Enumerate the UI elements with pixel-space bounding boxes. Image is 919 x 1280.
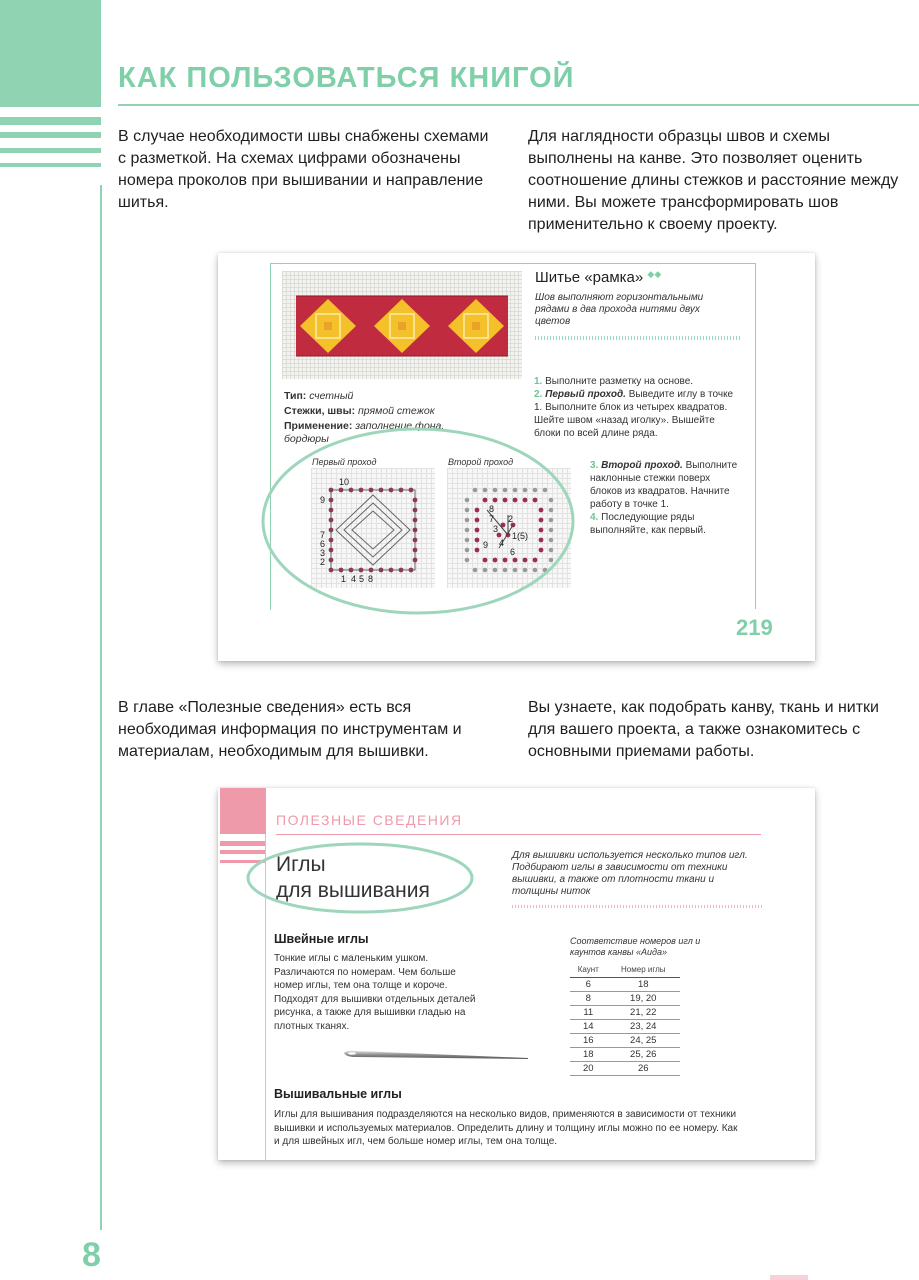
margin-rule bbox=[100, 185, 102, 1230]
type-line: Тип: счетный bbox=[284, 390, 354, 402]
page-heading: Иглы для вышивания bbox=[276, 853, 430, 902]
chapter-label: ПОЛЕЗНЫЕ СВЕДЕНИЯ bbox=[276, 812, 463, 828]
table-header: Номер иглы bbox=[607, 962, 680, 978]
sample-page-info bbox=[218, 788, 815, 1160]
d2-label: 9 bbox=[483, 540, 489, 550]
d1-label-bottom: 1 bbox=[341, 574, 347, 584]
d1-label-bottom: 4 bbox=[351, 574, 357, 584]
intro-text: Для вышивки используется несколько типов игл. Подбирают иглы в зависимости от техники вышивки, а также от плотности ткани и толщины ниток bbox=[512, 850, 748, 897]
d2-label: 4 bbox=[499, 538, 505, 548]
diagram2-label: Второй проход bbox=[448, 457, 514, 467]
stripe bbox=[0, 132, 101, 138]
d2-label: 6 bbox=[510, 547, 516, 557]
d1-label-top: 10 bbox=[339, 477, 350, 487]
d2-label: 8 bbox=[489, 504, 495, 514]
table-row: 20 26 bbox=[570, 1062, 680, 1076]
d2-label: 7 bbox=[489, 514, 495, 524]
sample-page-number: 219 bbox=[736, 615, 773, 640]
corner-block bbox=[0, 0, 101, 107]
steps-block: 1. Выполните разметку на основе. 2. Первый проход. Выведите иглу в точке 1. Выполните блок из четырех квадратов. Шейте швом «назад иголку». Вышейте блоки по всей длине ряда. bbox=[534, 376, 734, 439]
d1-label-left: 2 bbox=[320, 557, 326, 567]
sample-page-219 bbox=[218, 253, 815, 661]
highlight-ellipse bbox=[242, 838, 478, 918]
sample-heading: Шитье «рамка» ◆◆ bbox=[535, 269, 662, 286]
d1-label-bottom: 5 bbox=[359, 574, 365, 584]
application-line: Применение: заполнение фона, бордюры bbox=[284, 420, 445, 445]
d1-label-left: 6 bbox=[320, 539, 326, 549]
page-number: 8 bbox=[82, 1236, 101, 1274]
d1-label-left: 9 bbox=[320, 495, 326, 505]
intro-paragraph-2: Для наглядности образцы швов и схемы выполнены на канве. Это позволяет оценить соотношение длины стежков и расстояние между ними. Вы можете трансформировать шов применительно к своему проекту. bbox=[528, 128, 899, 233]
section1-title: Швейные иглы bbox=[274, 932, 369, 946]
d1-label-left: 3 bbox=[320, 548, 326, 558]
chapter-rule bbox=[276, 834, 761, 835]
dotted-divider bbox=[512, 905, 764, 908]
table-row: 6 18 bbox=[570, 978, 680, 992]
intro-paragraph-3: В главе «Полезные сведения» есть вся необходимая информация по инструментам и материалам, необходимым для вышивки. bbox=[118, 699, 462, 760]
table-row: 11 21, 22 bbox=[570, 1006, 680, 1020]
highlight-ellipse bbox=[258, 421, 583, 621]
d2-label: 2 bbox=[508, 514, 514, 524]
diagram1-label: Первый проход bbox=[312, 457, 377, 467]
intro-paragraph-1: В случае необходимости швы снабжены схемами с разметкой. На схемах цифрами обозначены номера проколов при вышивании и направление шитья. bbox=[118, 128, 489, 211]
pink-block bbox=[220, 788, 266, 834]
section2-title: Вышивальные иглы bbox=[274, 1087, 402, 1101]
table-caption: Соответствие номеров игл и каунтов канвы «Аида» bbox=[570, 936, 701, 957]
needle-table bbox=[570, 962, 680, 1076]
table-row: 16 24, 25 bbox=[570, 1034, 680, 1048]
intro-paragraph-4: Вы узнаете, как подобрать канву, ткань и нитки для вашего проекта, а также ознакомитесь с основными приемами работы. bbox=[528, 699, 879, 760]
stripe bbox=[0, 163, 101, 167]
d1-label-bottom: 8 bbox=[368, 574, 374, 584]
corner-mark bbox=[770, 1275, 808, 1280]
section1-text: Тонкие иглы с маленьким ушком. Различаются по номерам. Чем больше номер иглы, тем она толще и короче. Подходят для вышивки отдельных деталей рисунка, а также для вышивки гладью на плотных тканях. bbox=[274, 953, 476, 1032]
needle-image bbox=[342, 1048, 534, 1064]
page-title: КАК ПОЛЬЗОВАТЬСЯ КНИГОЙ bbox=[118, 62, 575, 94]
title-rule bbox=[118, 104, 919, 106]
d2-label: 3 bbox=[493, 524, 499, 534]
table-row: 8 19, 20 bbox=[570, 992, 680, 1006]
d2-label: 1(5) bbox=[512, 531, 529, 541]
sample-description: Шов выполняют горизонтальными рядами в два прохода нитями двух цветов bbox=[535, 292, 704, 327]
table-row: 18 25, 26 bbox=[570, 1048, 680, 1062]
diamond-icon: ◆◆ bbox=[647, 269, 662, 279]
section2-text: Иглы для вышивания подразделяются на несколько видов, применяются в зависимости от техники вышивки и используемых материалов. Определить длину и толщину иглы можно по ее номеру. Как и для швейных игл, чем больше номер иглы, тем она толще. bbox=[274, 1109, 738, 1147]
stitches-line: Стежки, швы: прямой стежок bbox=[284, 405, 435, 417]
embroidery-photo bbox=[282, 271, 522, 379]
table-header: Каунт bbox=[570, 962, 607, 978]
steps-block-2: 3. Второй проход. Выполните наклонные стежки поверх блоков из квадратов. Начните работу в точке 1. 4. Последующие ряды выполняйте, как первый. bbox=[590, 460, 738, 536]
d1-label-left: 7 bbox=[320, 530, 326, 540]
sample-frame-right bbox=[755, 263, 756, 609]
dotted-divider bbox=[535, 336, 740, 340]
stripe bbox=[0, 117, 101, 125]
stripe bbox=[0, 148, 101, 153]
table-row: 14 23, 24 bbox=[570, 1020, 680, 1034]
